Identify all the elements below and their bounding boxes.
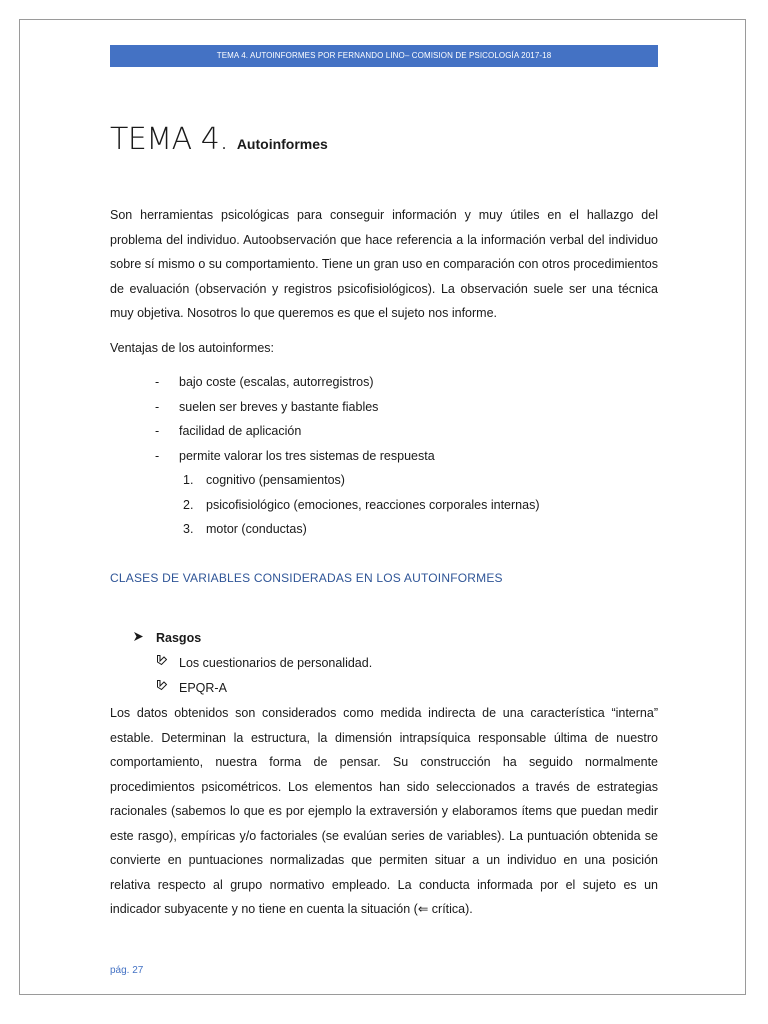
pencil-check-icon <box>156 651 168 676</box>
arrowhead-bullet-icon <box>133 626 156 651</box>
section-heading: CLASES DE VARIABLES CONSIDERADAS EN LOS AUTOINFORMES <box>110 571 503 585</box>
list-item <box>183 468 540 493</box>
page-title <box>110 122 328 157</box>
list-item <box>155 395 435 420</box>
dash-marker: - <box>155 424 160 438</box>
rasgos-paragraph: Los datos obtenidos son considerados como medida indirecta de una característica “interna” estable. Determinan la estructura, la dimensión intrapsíquica responsable última de nuestro comportamiento, nuestra forma de pensar. Su construcción ha seguido normalmente procedimientos psicométricos. Los elementos han sido seleccionados a través de estrategias racionales (sabemos lo que es por ejemplo la extraversión y elaboramos ítems que puedan medir este rasgo), empíricas y/o factoriales (se evalúan series de variables). La puntuación obtenida se convierte en puntuaciones normalizadas que permiten situar a un individuo en una posición relativa respecto al grupo normativo empleado. La conducta informada por el sujeto es un indicador subyacente y no tiene en cuenta la situación (⇐ crítica). <box>110 706 658 916</box>
rasgos-sub-list <box>156 651 372 700</box>
dash-marker: - <box>155 375 160 389</box>
rasgos-bullet <box>133 626 201 651</box>
number-marker: 3. <box>183 522 194 536</box>
list-item-text: EPQR-A <box>179 680 227 695</box>
list-item <box>183 517 540 542</box>
list-item-text: permite valorar los tres sistemas de respuesta <box>179 448 435 463</box>
advantages-list <box>155 370 435 468</box>
pencil-check-icon <box>156 676 168 701</box>
title-main: TEMA 4. <box>110 122 229 157</box>
rasgos-label: Rasgos <box>156 631 202 645</box>
title-sub: Autoinformes <box>236 136 328 152</box>
list-item-text: bajo coste (escalas, autorregistros) <box>179 375 374 389</box>
list-item-text: psicofisiológico (emociones, reacciones corporales internas) <box>206 497 540 512</box>
dash-marker: - <box>155 448 160 463</box>
page-number: pág. 27 <box>110 965 144 976</box>
list-item <box>155 370 435 395</box>
list-item <box>155 444 435 469</box>
list-item <box>156 676 372 701</box>
list-item-text: motor (conductas) <box>206 522 307 536</box>
list-item <box>156 651 372 676</box>
advantages-label: Ventajas de los autoinformes: <box>110 341 274 355</box>
list-item-text: Los cuestionarios de personalidad. <box>179 656 373 670</box>
list-item-text: cognitivo (pensamientos) <box>206 473 345 487</box>
list-item-text: facilidad de aplicación <box>179 424 302 438</box>
dash-marker: - <box>155 399 160 414</box>
intro-paragraph: Son herramientas psicológicas para conseguir información y muy útiles en el hallazgo del problema del individuo. Autoobservación que hace referencia a la información verbal del individuo sobre sí mismo o su comportamiento. Tiene un gran uso en comparación con otros procedimientos de evaluación (observación y registros psicofisiológicos). La observación suele ser una técnica muy objetiva. Nosotros lo que queremos es que el sujeto nos informe. <box>110 208 658 320</box>
list-item <box>155 419 435 444</box>
running-header: TEMA 4. AUTOINFORMES POR FERNANDO LINO– COMISION DE PSICOLOGÍA 2017-18 <box>110 45 658 67</box>
list-item <box>183 493 540 518</box>
list-item-text: suelen ser breves y bastante fiables <box>179 399 379 414</box>
response-systems-list <box>183 468 540 542</box>
number-marker: 2. <box>183 497 194 512</box>
number-marker: 1. <box>183 473 194 487</box>
